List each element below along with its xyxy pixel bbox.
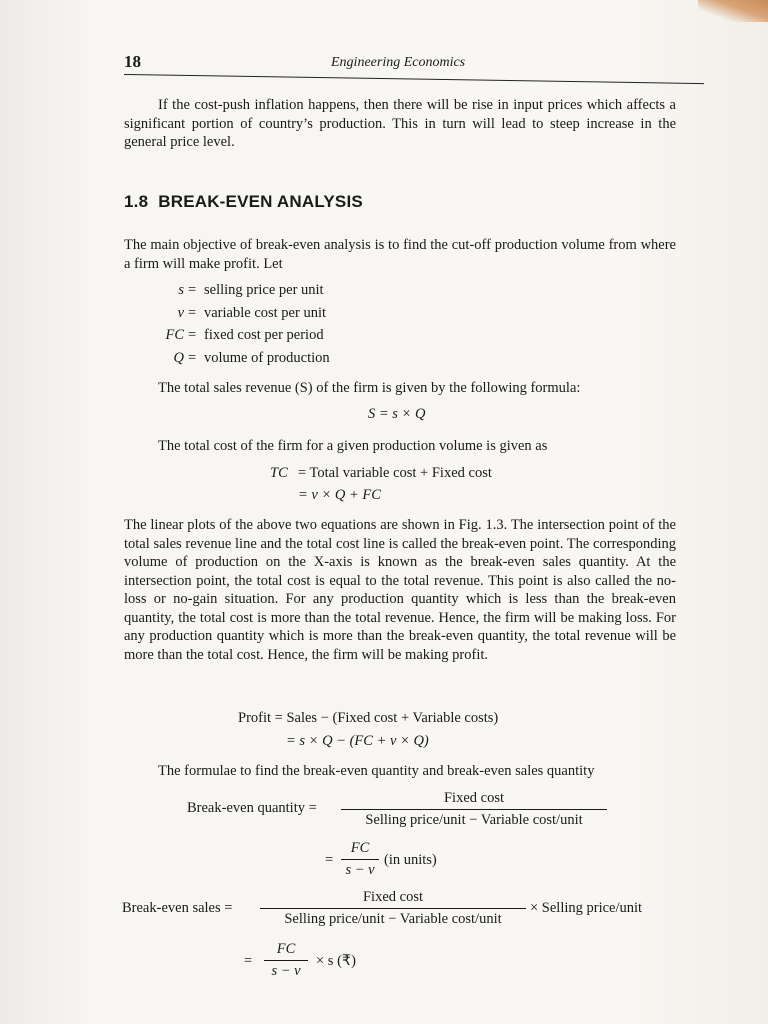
objective-paragraph: The main objective of break-even analysis is to find the cut-off production volume from where a firm will make profit. Let: [124, 237, 676, 272]
definition-row: [124, 282, 424, 305]
break-even-sales-multiplier: × Selling price/unit: [530, 900, 643, 916]
fraction-denominator: Selling price/unit − Variable cost/unit: [284, 911, 502, 927]
definition-symbol: s: [178, 282, 184, 298]
intro-paragraph: If the cost-push inflation happens, then there will be rise in input prices which affects a significant portion of country’s production. This in turn will lead to steep increase in the general price level.: [124, 97, 676, 150]
break-even-sales-label: Break-even sales =: [122, 900, 233, 916]
definition-row: [124, 327, 424, 350]
definition-symbol: v: [177, 304, 184, 321]
fraction-bar: [341, 809, 607, 810]
equals-sign: =: [188, 282, 197, 298]
fraction-numerator: Fixed cost: [362, 889, 423, 905]
fraction-bar: [260, 908, 526, 909]
running-title: Engineering Economics: [331, 55, 466, 70]
definition-symbol: Q: [173, 349, 184, 366]
break-even-quantity-label: Break-even quantity =: [187, 800, 317, 816]
unit-note: (in units): [384, 852, 437, 868]
fraction-denominator: s − v: [345, 862, 375, 878]
page-corner-fold: [698, 0, 768, 22]
break-even-quantity-fraction: [341, 790, 607, 836]
fraction-numerator: FC: [276, 941, 296, 957]
section-number: 1.8: [124, 192, 149, 211]
page-header: [124, 52, 704, 76]
cost-formula-lhs: TC: [270, 465, 288, 481]
equals-sign: =: [188, 349, 197, 366]
fraction-denominator: s − v: [271, 963, 301, 979]
cost-formula-line2: = v × Q + FC: [298, 487, 381, 503]
definition-row: [124, 350, 424, 373]
section-title: BREAK-EVEN ANALYSIS: [158, 192, 363, 211]
break-even-quantity-alt-fraction: [339, 840, 381, 886]
break-even-sales-alt-multiplier: × s (₹): [316, 953, 356, 969]
equals-sign: =: [188, 327, 197, 343]
definition-meaning: selling price per unit: [204, 282, 324, 298]
section-heading: [124, 192, 363, 212]
definition-list: [124, 282, 424, 372]
break-even-sales-fraction: [260, 889, 526, 935]
fraction-bar: [341, 859, 379, 860]
profit-formula-line1: Profit = Sales − (Fixed cost + Variable costs): [238, 710, 499, 726]
fraction-bar: [264, 960, 308, 961]
definition-symbol: FC: [165, 327, 184, 343]
profit-formula-line2: = s × Q − (FC + v × Q): [286, 733, 429, 749]
equals-sign: =: [325, 852, 334, 868]
break-even-sales-alt-fraction: [262, 941, 310, 987]
linear-plots-paragraph: The linear plots of the above two equations are shown in Fig. 1.3. The intersection point of the total sales revenue line and the total cost line is called the break-even point. The corresponding volume of production on the X-axis is known as the break-even sales quantity. At the intersection point, the total cost is equal to the total revenue. This point is also called the no-loss or no-gain situation. For any production quantity which is less than the break-even quantity, the total cost is more than the total revenue. Hence, the firm will be making loss. For any production quantity which is more than the break-even quantity, the total revenue will be more than the total cost. Hence, the firm will be making profit.: [124, 517, 676, 663]
fraction-denominator: Selling price/unit − Variable cost/unit: [365, 812, 583, 828]
cost-formula-line1: = Total variable cost + Fixed cost: [298, 465, 492, 481]
fraction-numerator: FC: [350, 840, 370, 856]
page-number: 18: [124, 52, 141, 71]
sales-sentence: The total sales revenue (S) of the firm is given by the following formula:: [158, 380, 581, 396]
equals-sign: =: [188, 304, 197, 321]
sales-formula: S = s × Q: [368, 406, 426, 422]
equals-sign: =: [244, 953, 253, 969]
formulae-sentence: The formulae to find the break-even quantity and break-even sales quantity: [158, 763, 595, 779]
definition-row: [124, 305, 424, 328]
definition-meaning: variable cost per unit: [204, 304, 326, 321]
fraction-numerator: Fixed cost: [443, 790, 504, 806]
cost-sentence: The total cost of the firm for a given production volume is given as: [158, 438, 548, 454]
definition-meaning: fixed cost per period: [204, 327, 324, 343]
header-rule: [124, 74, 704, 84]
definition-meaning: volume of production: [204, 349, 330, 366]
